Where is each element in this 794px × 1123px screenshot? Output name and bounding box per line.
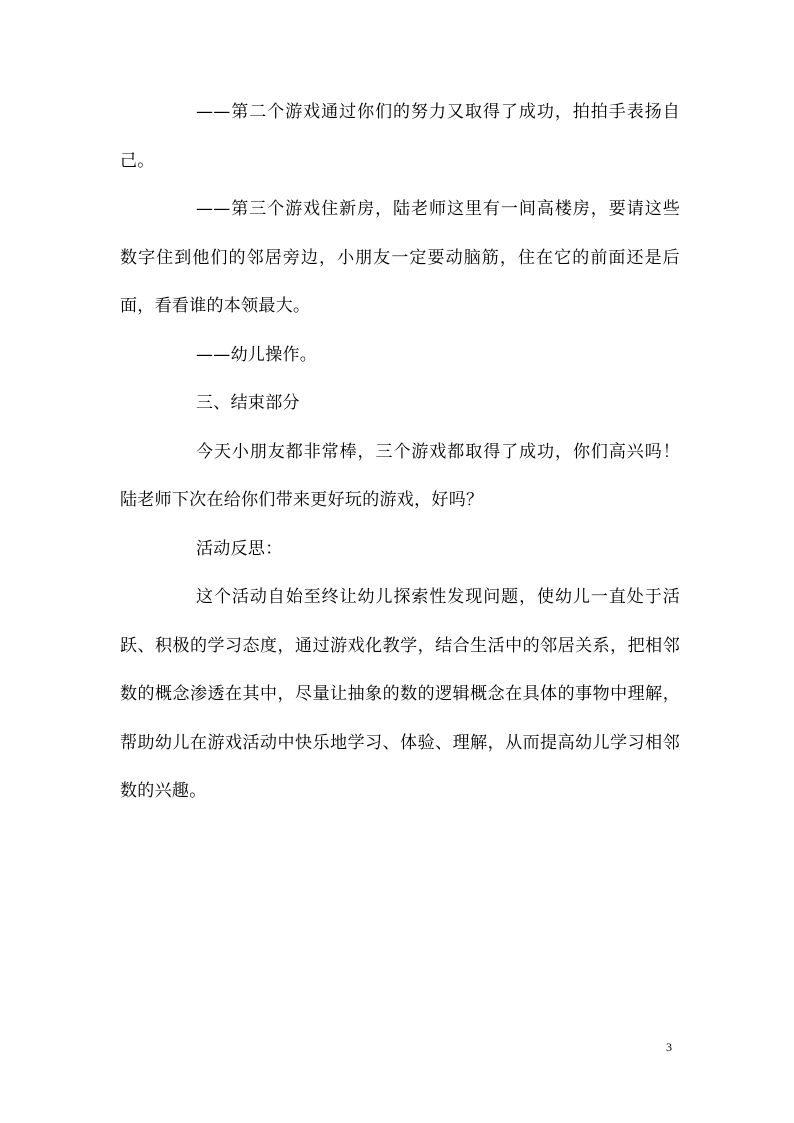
paragraph-child-operation: ——幼儿操作。 [196, 344, 318, 365]
paragraph-game-three-new-house: ——第三个游戏住新房，陆老师这里有一间高楼房，要请这些数字住到他们的邻居旁边，小朋友一定要动脑筋，住在它的前面还是后面，看看谁的本领最大。 [120, 199, 680, 316]
paragraph-reflection: 这个活动自始至终让幼儿探索性发现问题，使幼儿一直处于活跃、积极的学习态度，通过游戏化教学，结合生活中的邻居关系，把相邻数的概念渗透在其中，尽量让抽象的数的逻辑概念在具体的事物中理解，帮助幼儿在游戏活动中快乐地学习、体验、理解，从而提高幼儿学习相邻数的兴趣。 [120, 587, 680, 801]
section-heading-ending: 三、结束部分 [196, 393, 300, 413]
page-number: 3 [666, 1040, 672, 1054]
section-heading-reflection: 活动反思： [196, 538, 283, 559]
paragraph-closing-remarks: 今天小朋友都非常棒，三个游戏都取得了成功，你们高兴吗！陆老师下次在给你们带来更好玩的游戏，好吗？ [120, 441, 680, 510]
paragraph-game-two-success: ——第二个游戏通过你们的努力又取得了成功，拍拍手表扬自己。 [120, 102, 680, 171]
document-body [120, 88, 680, 816]
